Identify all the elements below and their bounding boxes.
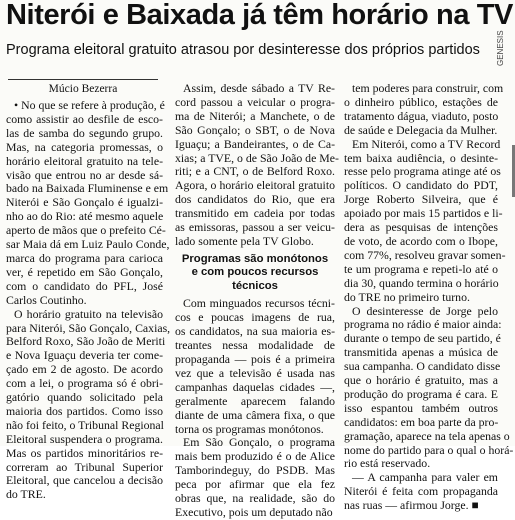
- text-line: treantes nessa modalidade de: [175, 338, 335, 353]
- text-line: dos candidatos do Rio, que era: [175, 192, 335, 207]
- text-line: marca do programa para carioca: [6, 250, 163, 265]
- text-line: cos e poucas imagens de rua,: [175, 310, 335, 325]
- text-line: Iguaçu; a Bandeirantes, o de Ca-: [175, 136, 335, 151]
- paragraph: [344, 136, 506, 305]
- text-line: e Nova Iguaçu deveria ter come-: [6, 348, 163, 363]
- text-line: dia 30, quando termina o horário: [344, 275, 499, 290]
- text-line: geralmente aparecem falando: [175, 393, 335, 408]
- deck-subtitle: Programa eleitoral gratuito atrasou por desinteresse dos próprios partidos: [6, 42, 480, 58]
- text-line: Em São Gonçalo, o programa: [183, 435, 335, 450]
- byline: Múcio Bezerra: [8, 79, 158, 96]
- text-line: O horário gratuito na televisão: [14, 306, 163, 321]
- paragraph: [6, 306, 171, 503]
- text-line: ma de Niterói; a Manchete, o de: [175, 108, 335, 123]
- text-line: çado em 2 de agosto. De acordo: [6, 362, 163, 377]
- paragraph: [6, 98, 170, 308]
- text-line: tem baixa audiência, o desinte-: [344, 150, 498, 165]
- subheading-line: Programas são monótonos: [181, 252, 329, 265]
- text-line: correram ao Tribunal Superior: [6, 459, 163, 474]
- text-line: para Niterói, São Gonçalo, Caxias,: [6, 320, 171, 335]
- text-line: isso espantou também outros: [344, 400, 498, 415]
- headline: Niterói e Baixada já têm horário na TV: [6, 0, 513, 31]
- column-2: [175, 81, 339, 520]
- text-line: Agora, o horário eleitoral gratuito: [175, 178, 335, 193]
- text-line: candidatos: em boa parte da pro-: [344, 414, 499, 429]
- text-line: • No que se refere à produção, é: [14, 98, 165, 112]
- text-line: diante de uma câmera fixa, o que: [175, 407, 335, 422]
- text-line: programa no rádio é maior ainda:: [344, 317, 502, 332]
- text-line: — A campanha para valer em: [352, 470, 498, 485]
- paragraph: [175, 297, 335, 436]
- text-line: gramação, aparece na tela apenas o: [344, 428, 510, 443]
- text-line: Eleitoral suspendera o programa.: [6, 431, 163, 446]
- text-line: torna os programas monótonos.: [175, 421, 324, 436]
- text-line: do TRE no primeiro turno.: [344, 289, 470, 304]
- text-line: Em Niterói, como a TV Record: [352, 136, 501, 151]
- text-line: riti; e a CNT, o de Belford Roxo.: [175, 164, 335, 179]
- text-line: de voto, de acordo com o Ibope,: [344, 233, 498, 248]
- paragraph: [344, 303, 514, 472]
- text-line: as emissoras, passou a ser veicu-: [175, 220, 335, 235]
- text-line: transmitido em cadeia por todas: [175, 206, 335, 221]
- text-line: tratamento dágua, viaduto, posto: [344, 108, 499, 123]
- column-1: [6, 98, 171, 502]
- text-line: Niterói e São Gonçalo é igualzi-: [6, 195, 163, 210]
- text-line: Mas os partidos minoritários re-: [6, 445, 163, 460]
- text-line: rio está reservado.: [344, 456, 431, 471]
- text-line: horário eleitoral gratuito na tele-: [6, 153, 163, 168]
- side-label: GENESIS: [496, 30, 505, 66]
- text-line: las de samba do segundo grupo.: [6, 125, 163, 140]
- text-line: peca por afirmar que ela fez: [175, 477, 335, 492]
- paragraph: [344, 81, 504, 138]
- paragraph: [175, 436, 335, 519]
- text-line: nome do partido para o qual o horá-: [344, 442, 514, 457]
- text-line: xias; a TVE, o de São João de Me-: [175, 150, 339, 165]
- text-line: aperto de mãos que o prefeito Cé-: [6, 223, 166, 238]
- text-line: políticos. O candidato do PDT,: [344, 178, 498, 193]
- subheading-line: e com poucos recursos técnicos: [191, 266, 319, 292]
- text-line: com 77%, resolveu gravar somen-: [344, 247, 506, 262]
- text-line: não foi feito, o Tribunal Regional: [6, 417, 164, 432]
- text-line: os candidatos, na sua maioria es-: [175, 324, 335, 339]
- text-line: dera as pesquisas de intenções: [344, 220, 498, 235]
- text-line: lado somente pela TV Globo.: [175, 233, 314, 248]
- text-line: Com minguados recursos técni-: [183, 296, 335, 311]
- text-line: mais bem produzido é o de Alice: [175, 449, 335, 464]
- text-line: durante o tempo de seu partido, é: [344, 331, 501, 346]
- text-line: sar Maia dá em Luiz Paulo Conde,: [6, 237, 170, 252]
- text-line: nho ao do Rio: até mesmo aquele: [6, 209, 164, 224]
- text-line: apoiado por mais 15 partidos e li-: [344, 206, 503, 221]
- text-line: sua campanha. O candidato disse: [344, 359, 501, 374]
- text-line: de saúde e Delegacia da Mulher.: [344, 122, 498, 137]
- text-line: do TRE.: [6, 487, 46, 502]
- text-line: Carlos Coutinho.: [6, 292, 87, 307]
- text-line: tem poderes para construir, com: [352, 81, 504, 95]
- text-line: te um programa e repeti-lo até o: [344, 261, 498, 276]
- text-line: Mas, na categoria promessas, o: [6, 139, 163, 154]
- subheading: [175, 253, 335, 294]
- text-line: propaganda — pois é a primeira: [175, 352, 335, 366]
- text-line: nas ruas — afirmou Jorge. ■: [344, 498, 479, 513]
- text-line: que o horário é gratuito, mas a: [344, 373, 498, 388]
- text-line: Eleitoral, que cancelou a decisão: [6, 473, 163, 488]
- paragraph: [344, 471, 498, 513]
- paragraph: [175, 81, 339, 249]
- text-line: com a lei, o programa só é obri-: [6, 376, 163, 391]
- text-line: maioria dos partidos. Como isso: [6, 403, 163, 418]
- text-line: Belford Roxo, São João de Meriti: [6, 334, 166, 349]
- text-line: cord passou a veicular o progra-: [175, 94, 335, 109]
- text-line: Niterói é feita com propaganda: [344, 484, 498, 499]
- text-line: vez que a televisão é usada nas: [175, 365, 335, 380]
- text-line: visão que entrou no ar desde sá-: [6, 167, 163, 182]
- text-line: o dinheiro público, estações de: [344, 94, 498, 109]
- text-line: Assim, desde sábado a TV Re-: [183, 81, 335, 95]
- text-line: campanhas daquelas cidades —,: [175, 379, 335, 394]
- text-line: ver, é repetido em São Gonçalo,: [6, 264, 163, 279]
- text-line: bado na Baixada Fluminense e em: [6, 181, 169, 196]
- text-line: O desinteresse de Jorge pelo: [352, 303, 498, 318]
- text-line: gatório quando solicitado pela: [6, 390, 163, 405]
- column-3: [344, 81, 514, 513]
- text-line: Executivo, pois um deputado não: [175, 504, 333, 519]
- text-line: como assistir ao desfile de esco-: [6, 111, 163, 126]
- text-line: obras que, na realidade, são do: [175, 491, 335, 506]
- text-line: Tamborindeguy, do PSDB. Mas: [175, 463, 335, 478]
- text-line: produção do programa é cara. E: [344, 386, 498, 401]
- text-line: Jorge Roberto Silveira, que é: [344, 192, 498, 207]
- text-line: com o candidato do PFL, José: [6, 278, 163, 293]
- text-line: resse pelo programa atinge até os: [344, 164, 501, 179]
- text-line: transmitida apenas a música de: [344, 345, 498, 360]
- text-line: São Gonçalo; o SBT, o de Nova: [175, 122, 335, 137]
